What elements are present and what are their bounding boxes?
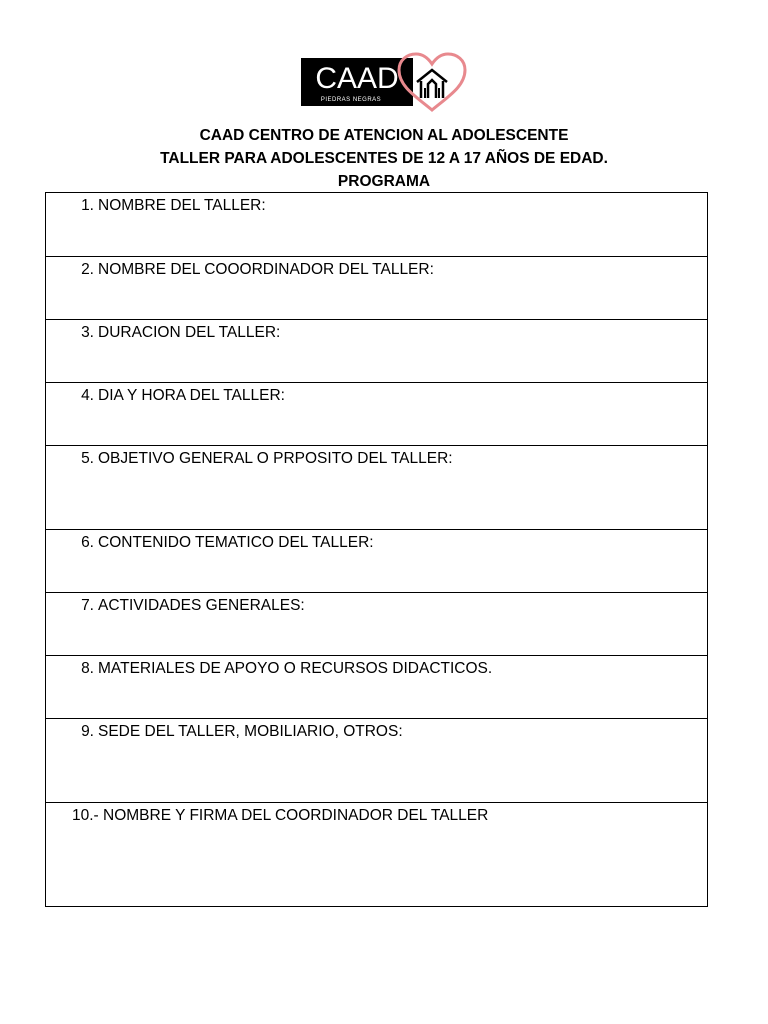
heart-house-icon	[395, 52, 469, 114]
item-label: DIA Y HORA DEL TALLER:	[98, 387, 285, 404]
header-line-1: CAAD CENTRO DE ATENCION AL ADOLESCENTE	[199, 127, 569, 144]
form-row[interactable]	[46, 382, 707, 445]
item-label: ACTIVIDADES GENERALES:	[98, 597, 305, 614]
item-label: OBJETIVO GENERAL O PRPOSITO DEL TALLER:	[98, 450, 453, 467]
header-line-3: PROGRAMA	[337, 173, 431, 190]
form-row[interactable]	[46, 592, 707, 655]
item-number: 1.	[81, 197, 94, 214]
program-form-table	[45, 192, 708, 907]
item-number: 5.	[81, 450, 94, 467]
form-row[interactable]	[46, 193, 707, 256]
document-header	[0, 124, 768, 193]
item-number: 9.	[81, 723, 94, 740]
form-row[interactable]	[46, 529, 707, 592]
item-number: 3.	[81, 324, 94, 341]
item-label: CONTENIDO TEMATICO DEL TALLER:	[98, 534, 374, 551]
item-label: NOMBRE DEL COOORDINADOR DEL TALLER:	[98, 261, 434, 278]
item-label: DURACION DEL TALLER:	[98, 324, 281, 341]
logo-subtitle: PIEDRAS NEGRAS	[320, 97, 382, 103]
item-number: 2.	[81, 261, 94, 278]
logo-brand-text: CAAD	[315, 62, 399, 95]
form-row[interactable]	[46, 319, 707, 382]
item-number: 8.	[81, 660, 94, 677]
item-label: SEDE DEL TALLER, MOBILIARIO, OTROS:	[98, 723, 403, 740]
item-label: NOMBRE DEL TALLER:	[98, 197, 266, 214]
item-number: 7.	[81, 597, 94, 614]
header-line-2: TALLER PARA ADOLESCENTES DE 12 A 17 AÑOS DE EDAD.	[160, 150, 608, 167]
item-label-signature: 10.- NOMBRE Y FIRMA DEL COORDINADOR DEL TALLER	[72, 807, 489, 824]
item-number: 4.	[81, 387, 94, 404]
form-row[interactable]	[46, 445, 707, 529]
caad-logo	[301, 52, 469, 114]
item-number: 6.	[81, 534, 94, 551]
form-row[interactable]	[46, 655, 707, 718]
item-label: MATERIALES DE APOYO O RECURSOS DIDACTICOS.	[98, 660, 493, 677]
form-row-signature[interactable]	[46, 802, 707, 906]
form-row[interactable]	[46, 256, 707, 319]
form-row[interactable]	[46, 718, 707, 802]
